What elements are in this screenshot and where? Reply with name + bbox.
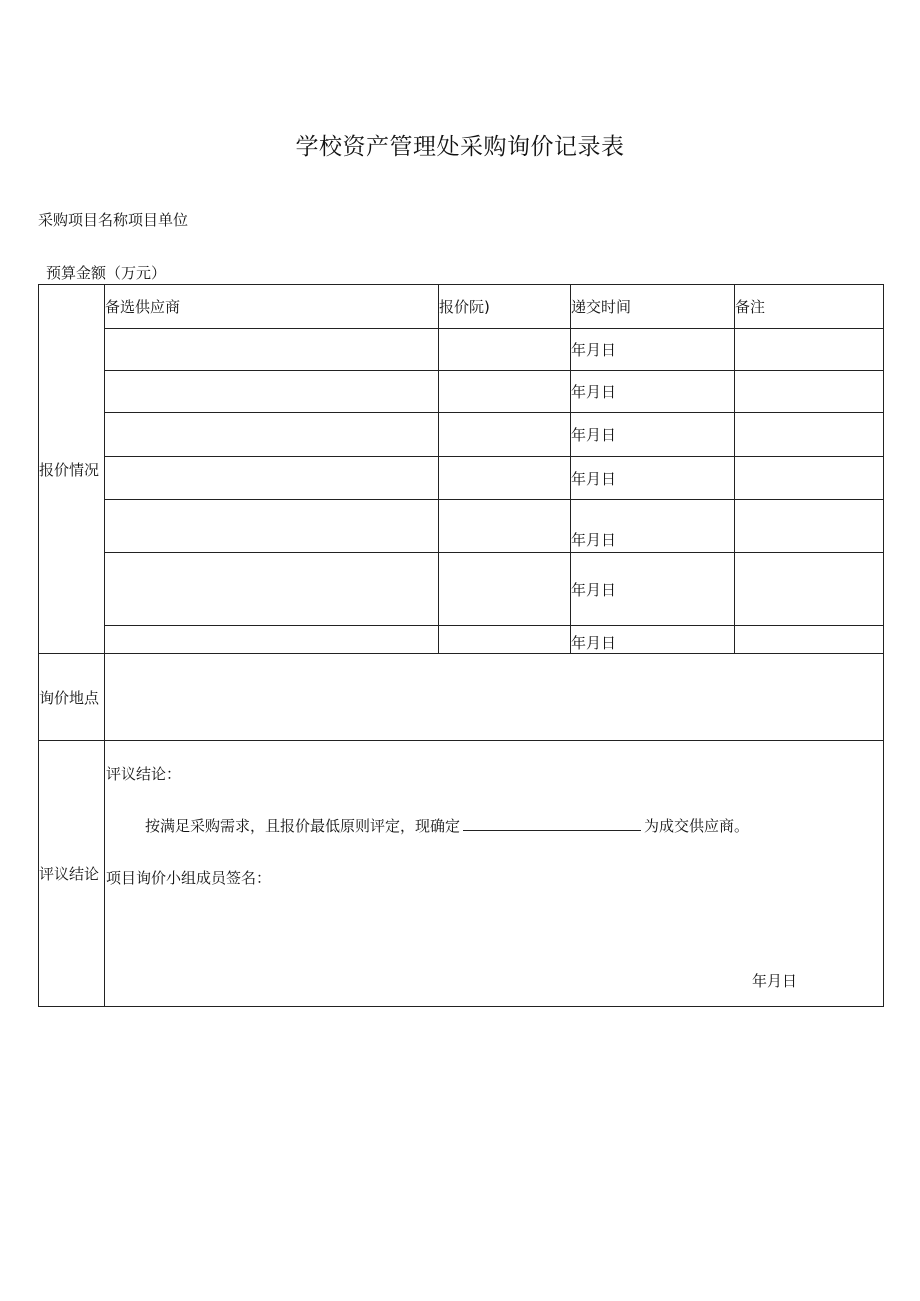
inquiry-record-table [38, 284, 884, 1007]
table-header-row [39, 285, 884, 329]
location-label: 询价地点 [39, 654, 105, 741]
date-cell: 年月日 [571, 413, 735, 457]
evaluation-heading: 评议结论： [106, 765, 182, 783]
statement-prefix: 按满足采购需求，且报价最低原则评定，现确定 [145, 817, 461, 835]
project-name-line: 采购项目名称项目单位 [38, 211, 189, 229]
evaluation-statement [145, 815, 749, 836]
table-row [39, 329, 884, 371]
location-cell[interactable] [105, 654, 884, 741]
quote-section-label: 报价情况 [39, 285, 105, 654]
remarks-cell[interactable] [735, 500, 884, 553]
supplier-cell[interactable] [105, 329, 439, 371]
supplier-cell[interactable] [105, 500, 439, 553]
header-submit-time: 递交时间 [571, 285, 735, 329]
supplier-cell[interactable] [105, 553, 439, 626]
conclusion-row [39, 741, 884, 1007]
supplier-cell[interactable] [105, 371, 439, 413]
price-cell[interactable] [439, 371, 571, 413]
supplier-cell[interactable] [105, 457, 439, 500]
remarks-cell[interactable] [735, 413, 884, 457]
date-cell: 年月日 [571, 500, 735, 553]
table-row [39, 413, 884, 457]
statement-suffix: 为成交供应商。 [644, 817, 750, 835]
date-cell: 年月日 [571, 626, 735, 654]
evaluation-date: 年月日 [752, 972, 798, 990]
table-row [39, 626, 884, 654]
date-cell: 年月日 [571, 457, 735, 500]
price-cell[interactable] [439, 329, 571, 371]
price-cell[interactable] [439, 457, 571, 500]
table-row [39, 553, 884, 626]
date-cell: 年月日 [571, 329, 735, 371]
header-price: 报价阮) [439, 285, 571, 329]
price-cell[interactable] [439, 626, 571, 654]
conclusion-cell [105, 741, 884, 1007]
table-row [39, 500, 884, 553]
date-cell: 年月日 [571, 553, 735, 626]
remarks-cell[interactable] [735, 553, 884, 626]
table-row [39, 457, 884, 500]
price-cell[interactable] [439, 553, 571, 626]
table-row [39, 371, 884, 413]
supplier-cell[interactable] [105, 413, 439, 457]
winning-supplier-blank[interactable] [463, 816, 641, 831]
conclusion-label: 评议结论 [39, 741, 105, 1007]
remarks-cell[interactable] [735, 329, 884, 371]
header-supplier: 备选供应商 [105, 285, 439, 329]
page-title: 学校资产管理处采购询价记录表 [295, 134, 625, 160]
budget-line: 预算金额（万元） [46, 264, 167, 282]
remarks-cell[interactable] [735, 626, 884, 654]
remarks-cell[interactable] [735, 457, 884, 500]
header-remarks: 备注 [735, 285, 884, 329]
price-cell[interactable] [439, 500, 571, 553]
date-cell: 年月日 [571, 371, 735, 413]
price-cell[interactable] [439, 413, 571, 457]
location-row [39, 654, 884, 741]
remarks-cell[interactable] [735, 371, 884, 413]
signature-label: 项目询价小组成员签名： [106, 869, 272, 887]
supplier-cell[interactable] [105, 626, 439, 654]
